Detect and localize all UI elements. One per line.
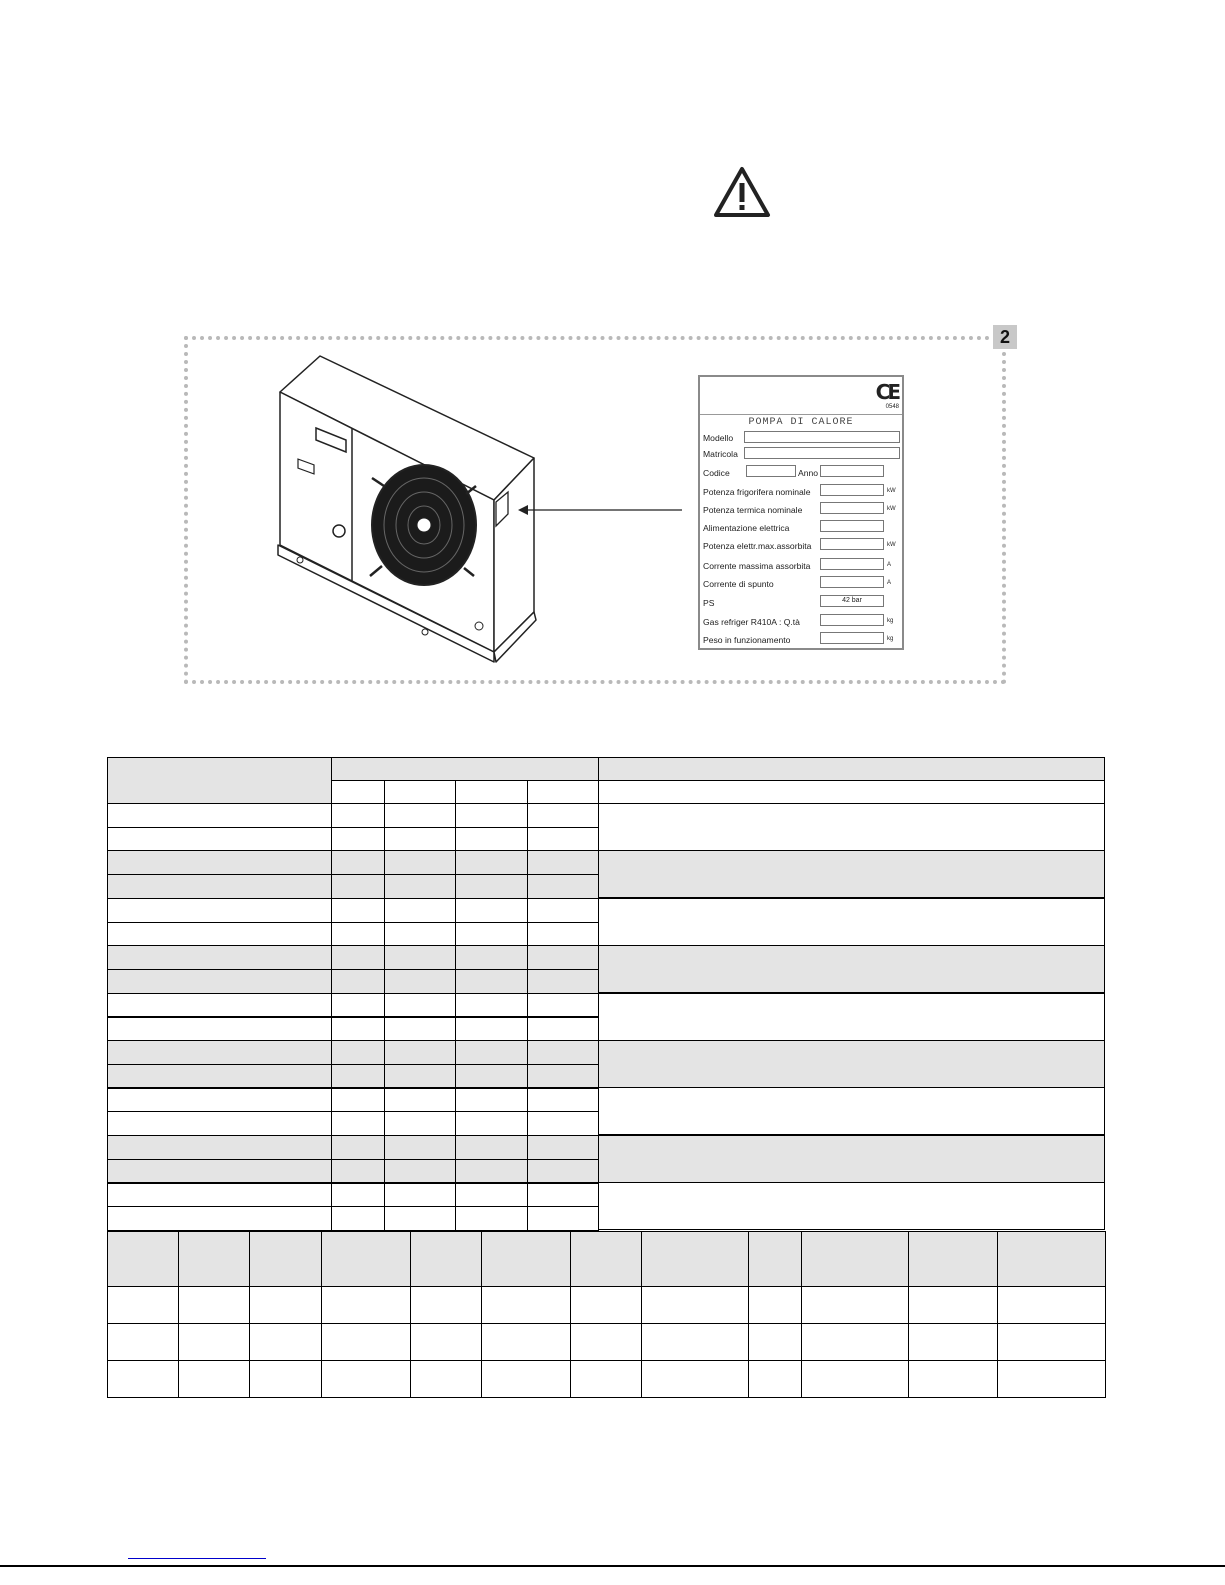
table-cell [527,827,599,852]
table-cell [455,993,528,1018]
table-cell [331,898,385,923]
table-cell [455,922,528,947]
dim-cell [481,1323,571,1361]
header-notes-cell [598,757,1105,781]
dim-header-cell [178,1231,250,1287]
dim-cell [178,1286,250,1324]
dim-cell [641,1323,749,1361]
table-cell [331,969,385,994]
plate-label-potenza-elettr: Potenza elettr.max.assorbita [703,541,812,551]
ce-number: 0548 [885,404,899,410]
header-group-cell [331,757,599,781]
dim-cell [410,1323,482,1361]
table-notes-cell [598,1135,1105,1183]
dim-cell [321,1360,411,1398]
dim-header-cell [641,1231,749,1287]
table-row-label [107,1159,332,1184]
table-row-label [107,1064,332,1089]
dim-cell [321,1286,411,1324]
table-cell [455,850,528,875]
table-row-label [107,945,332,970]
table-cell [455,827,528,852]
plate-unit-peso: kg [887,636,894,642]
plate-label-anno: Anno [798,468,819,478]
table-cell [384,827,456,852]
table-cell [384,803,456,828]
plate-label-corrente-spunto: Corrente di spunto [703,579,774,589]
dim-cell [997,1360,1106,1398]
header-subcell [384,780,456,804]
table-row-label [107,850,332,875]
plate-label-codice: Codice [703,468,730,478]
footer-link[interactable] [128,1557,266,1559]
table-row-label [107,1111,332,1136]
table-cell [331,1064,385,1089]
dim-header-cell [748,1231,802,1287]
plate-label-corrente-massima: Corrente massima assorbita [703,561,811,571]
table-cell [527,874,599,899]
plate-unit-potenza-frigorifera: kW [887,488,896,494]
table-cell [331,850,385,875]
table-cell [527,993,599,1018]
table-cell [331,1206,385,1231]
plate-unit-potenza-elettr: kW [887,542,896,548]
table-row-label [107,1206,332,1231]
dim-cell [410,1286,482,1324]
dim-cell [570,1286,642,1324]
plate-label-ps: PS [703,598,715,608]
dim-cell [570,1323,642,1361]
plate-label-potenza-termica: Potenza termica nominale [703,505,803,515]
dim-cell [481,1286,571,1324]
dim-cell [249,1360,322,1398]
table-cell [527,850,599,875]
dim-cell [641,1360,749,1398]
table-cell [527,1182,599,1207]
plate-unit-gas: kg [887,618,894,624]
dim-header-cell [997,1231,1106,1287]
table-row-label [107,874,332,899]
plate-value-potenza-frigorifera [820,484,884,496]
table-cell [527,803,599,828]
dim-cell [107,1360,179,1398]
table-row-label [107,1016,332,1041]
table-cell [527,969,599,994]
table-row-label [107,1135,332,1160]
table-cell [527,945,599,970]
dim-cell [321,1323,411,1361]
dim-cell [997,1286,1106,1324]
table-cell [455,1182,528,1207]
dim-header-cell [570,1231,642,1287]
dim-cell [748,1360,802,1398]
table-cell [527,1064,599,1089]
table-cell [455,1111,528,1136]
dim-cell [249,1323,322,1361]
table-cell [384,1206,456,1231]
dim-cell [908,1323,998,1361]
dim-cell [641,1286,749,1324]
table-cell [331,1159,385,1184]
table-cell [455,945,528,970]
plate-value-matricola [744,447,900,459]
footer-rule [0,1565,1225,1567]
table-cell [455,1135,528,1160]
plate-unit-corrente-massima: A [887,562,892,568]
table-cell [527,1206,599,1231]
dim-cell [481,1360,571,1398]
dim-cell [801,1360,909,1398]
table-cell [384,898,456,923]
table-cell [455,1206,528,1231]
table-notes-cell [598,1182,1105,1230]
dim-cell [178,1323,250,1361]
table-row-label [107,898,332,923]
plate-label-modello: Modello [703,433,734,443]
figure-number: 2 [993,325,1017,349]
plate-value-gas [820,614,884,626]
dim-header-cell [410,1231,482,1287]
table-cell [384,874,456,899]
table-cell [527,1087,599,1112]
table-cell [527,898,599,923]
table-cell [331,1182,385,1207]
dim-header-cell [321,1231,411,1287]
dim-cell [249,1286,322,1324]
table-cell [331,803,385,828]
table-cell [384,1159,456,1184]
table-cell [384,993,456,1018]
dim-cell [748,1323,802,1361]
table-cell [384,1111,456,1136]
dim-cell [178,1360,250,1398]
table-cell [527,1040,599,1065]
dim-header-cell [908,1231,998,1287]
plate-unit-corrente-spunto: A [887,580,892,586]
dim-cell [801,1323,909,1361]
table-cell [455,1016,528,1041]
table-cell [455,1159,528,1184]
table-row-label [107,1182,332,1207]
table-cell [331,1087,385,1112]
dim-header-cell [107,1231,179,1287]
table-cell [455,1064,528,1089]
table-cell [455,1087,528,1112]
header-subcell [455,780,528,804]
table-cell [527,1016,599,1041]
table-row-label [107,827,332,852]
plate-label-peso: Peso in funzionamento [703,635,791,645]
plate-value-alimentazione [820,520,884,532]
table-cell [384,969,456,994]
table-cell [455,898,528,923]
dim-cell [748,1286,802,1324]
plate-value-peso [820,632,884,644]
plate-label-alimentazione: Alimentazione elettrica [703,523,790,533]
plate-label-potenza-frigorifera: Potenza frigorifera nominale [703,487,811,497]
plate-value-ps: 42 bar [820,595,884,607]
dim-cell [997,1323,1106,1361]
plate-label-matricola: Matricola [703,449,738,459]
table-cell [527,922,599,947]
header-notes-subcell [598,780,1105,804]
table-row-label [107,969,332,994]
header-subcell [527,780,599,804]
table-cell [331,1016,385,1041]
table-cell [384,1016,456,1041]
dim-cell [801,1286,909,1324]
table-cell [384,850,456,875]
table-cell [331,993,385,1018]
dim-cell [908,1286,998,1324]
dim-cell [410,1360,482,1398]
dim-header-cell [801,1231,909,1287]
plate-title: POMPA DI CALORE [700,414,902,428]
table-row-label [107,803,332,828]
dim-header-cell [249,1231,322,1287]
table-cell [384,1040,456,1065]
plate-value-anno [820,465,884,477]
rating-plate [698,375,904,650]
plate-value-corrente-massima [820,558,884,570]
table-row-label [107,922,332,947]
table-cell [384,1135,456,1160]
table-cell [331,827,385,852]
dim-cell [570,1360,642,1398]
table-cell [331,945,385,970]
table-notes-cell [598,803,1105,851]
table-notes-cell [598,993,1105,1041]
plate-value-modello [744,431,900,443]
table-notes-cell [598,945,1105,993]
ce-mark: CE [875,380,898,404]
table-cell [455,803,528,828]
table-row-label [107,993,332,1018]
table-cell [384,922,456,947]
table-notes-cell [598,1040,1105,1088]
table-cell [527,1111,599,1136]
table-cell [384,945,456,970]
dim-cell [107,1323,179,1361]
table-cell [455,1040,528,1065]
warning-icon [712,165,772,219]
table-cell [527,1159,599,1184]
table-cell [331,1040,385,1065]
table-cell [527,1135,599,1160]
table-notes-cell [598,898,1105,946]
plate-label-gas: Gas refriger R410A : Q.tà [703,617,800,627]
table-cell [384,1182,456,1207]
table-cell [455,874,528,899]
plate-value-potenza-termica [820,502,884,514]
table-row-label [107,1040,332,1065]
table-cell [331,1135,385,1160]
table-cell [384,1064,456,1089]
dim-cell [908,1360,998,1398]
table-notes-cell [598,1087,1105,1135]
header-model-cell [107,757,332,804]
table-cell [331,874,385,899]
table-notes-cell [598,850,1105,898]
plate-value-potenza-elettr [820,538,884,550]
header-subcell [331,780,385,804]
plate-value-corrente-spunto [820,576,884,588]
heat-pump-unit-drawing [262,350,682,670]
dim-header-cell [481,1231,571,1287]
table-cell [384,1087,456,1112]
table-row-label [107,1087,332,1112]
table-cell [331,1111,385,1136]
table-cell [455,969,528,994]
dim-cell [107,1286,179,1324]
plate-value-codice [746,465,796,477]
plate-unit-potenza-termica: kW [887,506,896,512]
table-cell [331,922,385,947]
